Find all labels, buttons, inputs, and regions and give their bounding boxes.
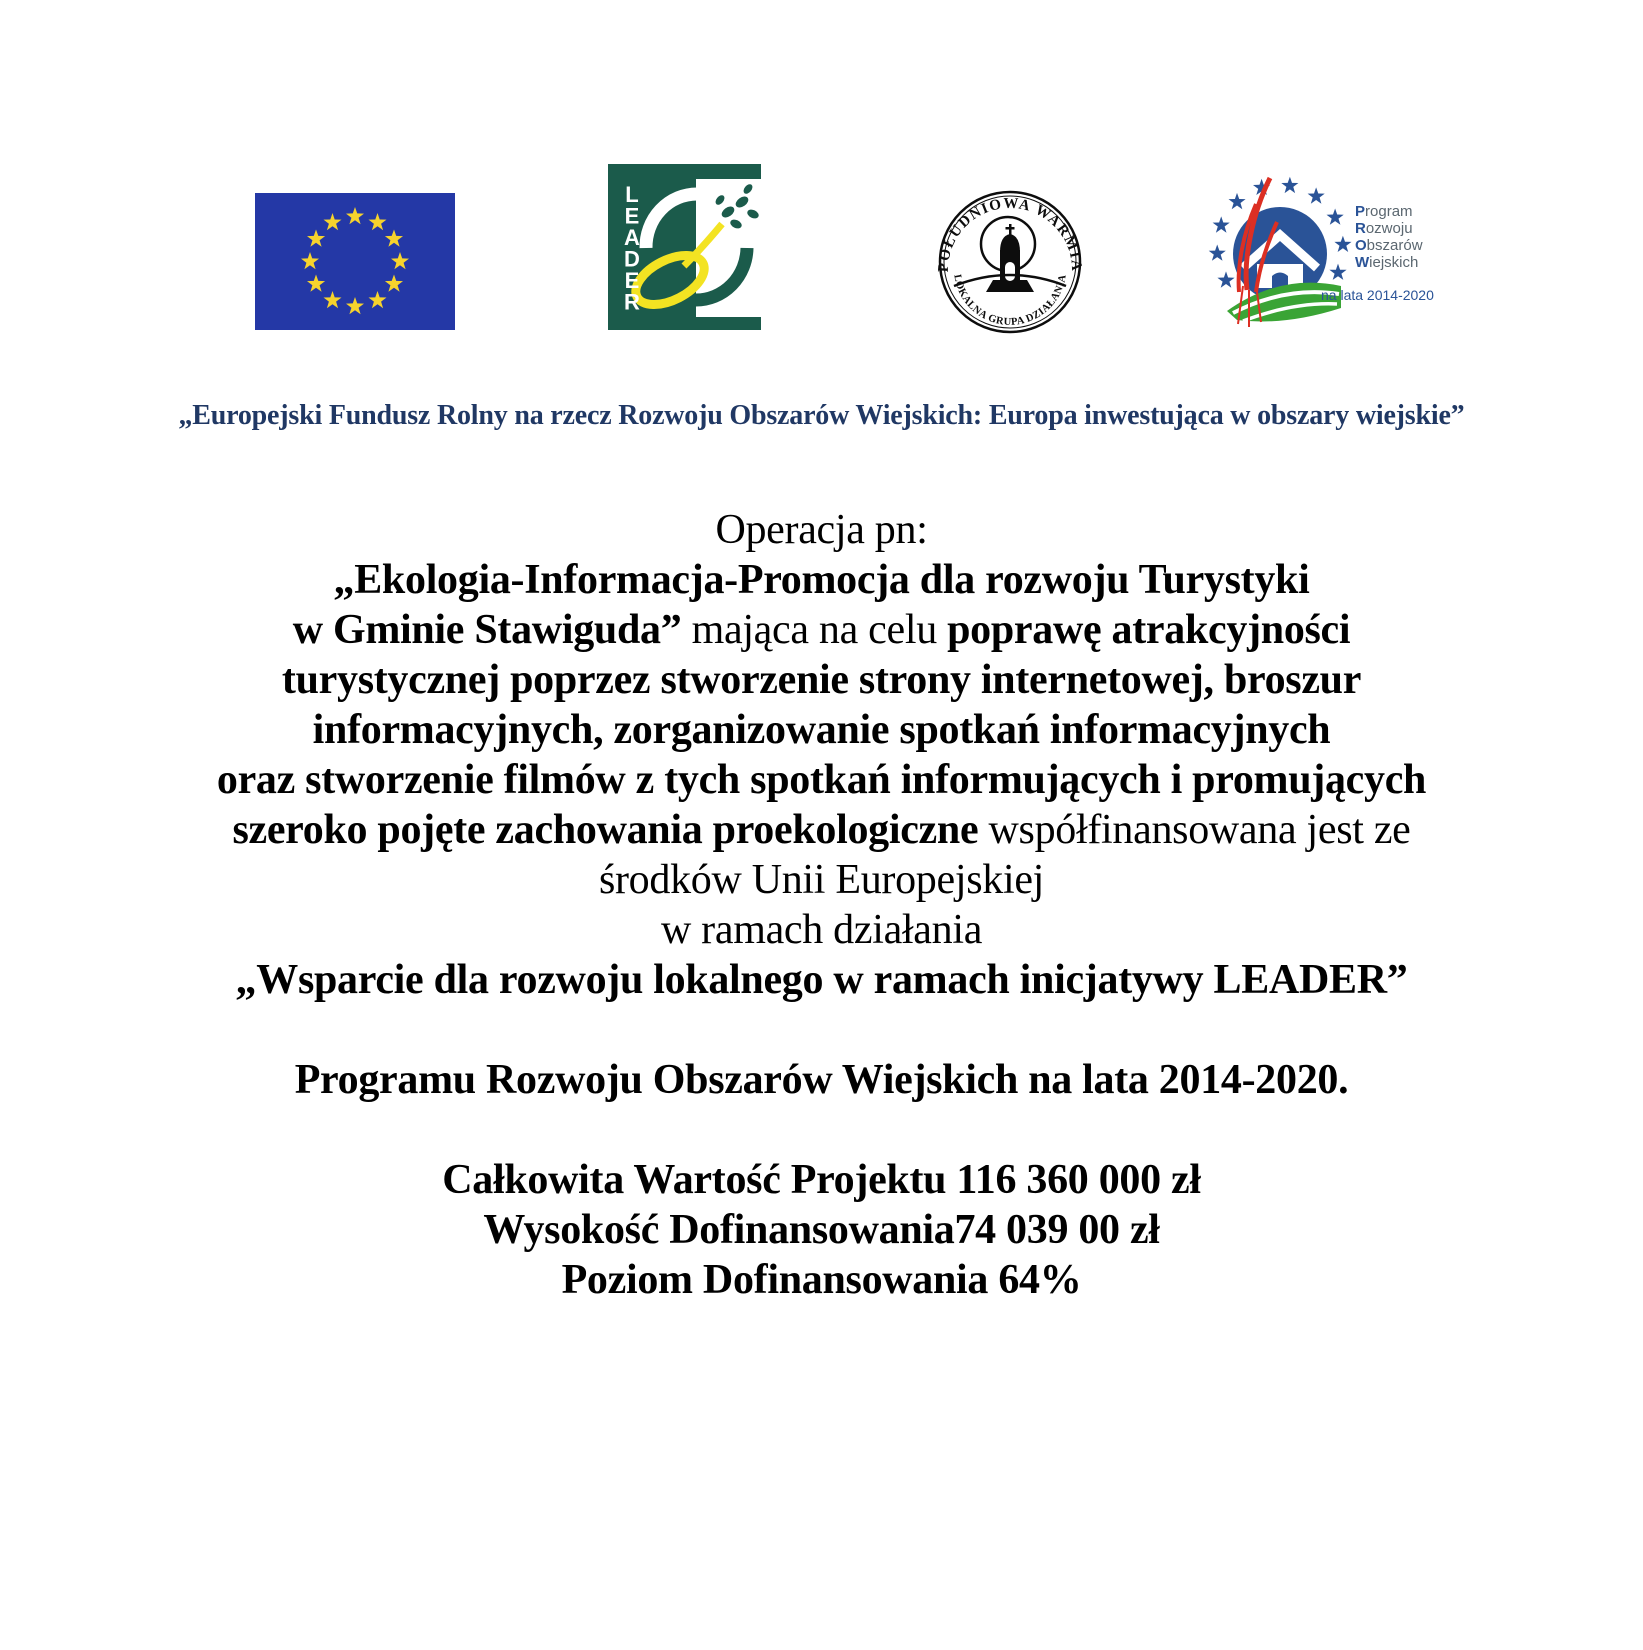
svg-text:Wiejskich: Wiejskich (1355, 254, 1419, 271)
svg-text:E: E (624, 203, 640, 229)
text-line-11 (0, 1005, 1643, 1055)
text-line-14: Całkowita Wartość Projektu 116 360 000 zł (442, 1157, 1201, 1203)
text-line-4: turystycznej poprzez stworzenie strony internetowej, broszur (281, 657, 1362, 703)
leader-logo (608, 164, 761, 330)
svg-text:L: L (625, 182, 639, 207)
text-line-7: szeroko pojęte zachowania proekologiczne współfinansowana jest ze (232, 807, 1411, 853)
svg-text:Rozwoju: Rozwoju (1355, 220, 1413, 237)
text-line-10: „Wsparcie dla rozwoju lokalnego w ramach inicjatywy LEADER” (235, 957, 1408, 1003)
leader-wordmark (624, 182, 640, 315)
prow-wordmark (1355, 203, 1423, 271)
text-line-16: Poziom Dofinansowania 64% (561, 1257, 1082, 1303)
seal-top-text: POŁUDNIOWA WARMIA (936, 195, 1084, 273)
text-line-12: Programu Rozwoju Obszarów Wiejskich na lata 2014-2020. (294, 1057, 1349, 1103)
eu-flag-logo (255, 193, 455, 330)
text-line-5: informacyjnych, zorganizowanie spotkań informacyjnych (312, 707, 1331, 753)
text-line-2: „Ekologia-Informacja-Promocja dla rozwoju Turystyki (333, 557, 1310, 603)
text-line-15: Wysokość Dofinansowania74 039 00 zł (483, 1207, 1160, 1253)
text-line-3: w Gminie Stawiguda” mająca na celu poprawę atrakcyjności (292, 607, 1351, 653)
svg-text:Program: Program (1355, 203, 1413, 220)
seal-bottom-text: LOKALNA GRUPA DZIAŁANIA (951, 273, 1069, 328)
svg-text:E: E (624, 268, 640, 293)
text-line-8: środków Unii Europejskiej (598, 857, 1045, 903)
svg-text:R: R (624, 289, 640, 315)
text-line-13 (0, 1105, 1643, 1155)
svg-text:D: D (624, 246, 640, 272)
text-line-9: w ramach działania (660, 907, 983, 953)
poludniowa-warmia-seal-logo (936, 188, 1084, 336)
prow-logo (1185, 170, 1435, 330)
text-line-6: oraz stworzenie filmów z tych spotkań informujących i promujących (216, 757, 1427, 803)
operation-description (0, 505, 1643, 1305)
seal-tower-icon (986, 224, 1034, 292)
prow-subtitle: na lata 2014-2020 (1321, 287, 1434, 303)
text-line-1: Operacja pn: (715, 507, 928, 553)
svg-text:Obszarów: Obszarów (1355, 237, 1423, 254)
svg-text:A: A (624, 225, 640, 250)
eu-fund-disclaimer: „Europejski Fundusz Rolny na rzecz Rozwoju Obszarów Wiejskich: Europa inwestująca w obszary wiejskie” (178, 400, 1465, 431)
